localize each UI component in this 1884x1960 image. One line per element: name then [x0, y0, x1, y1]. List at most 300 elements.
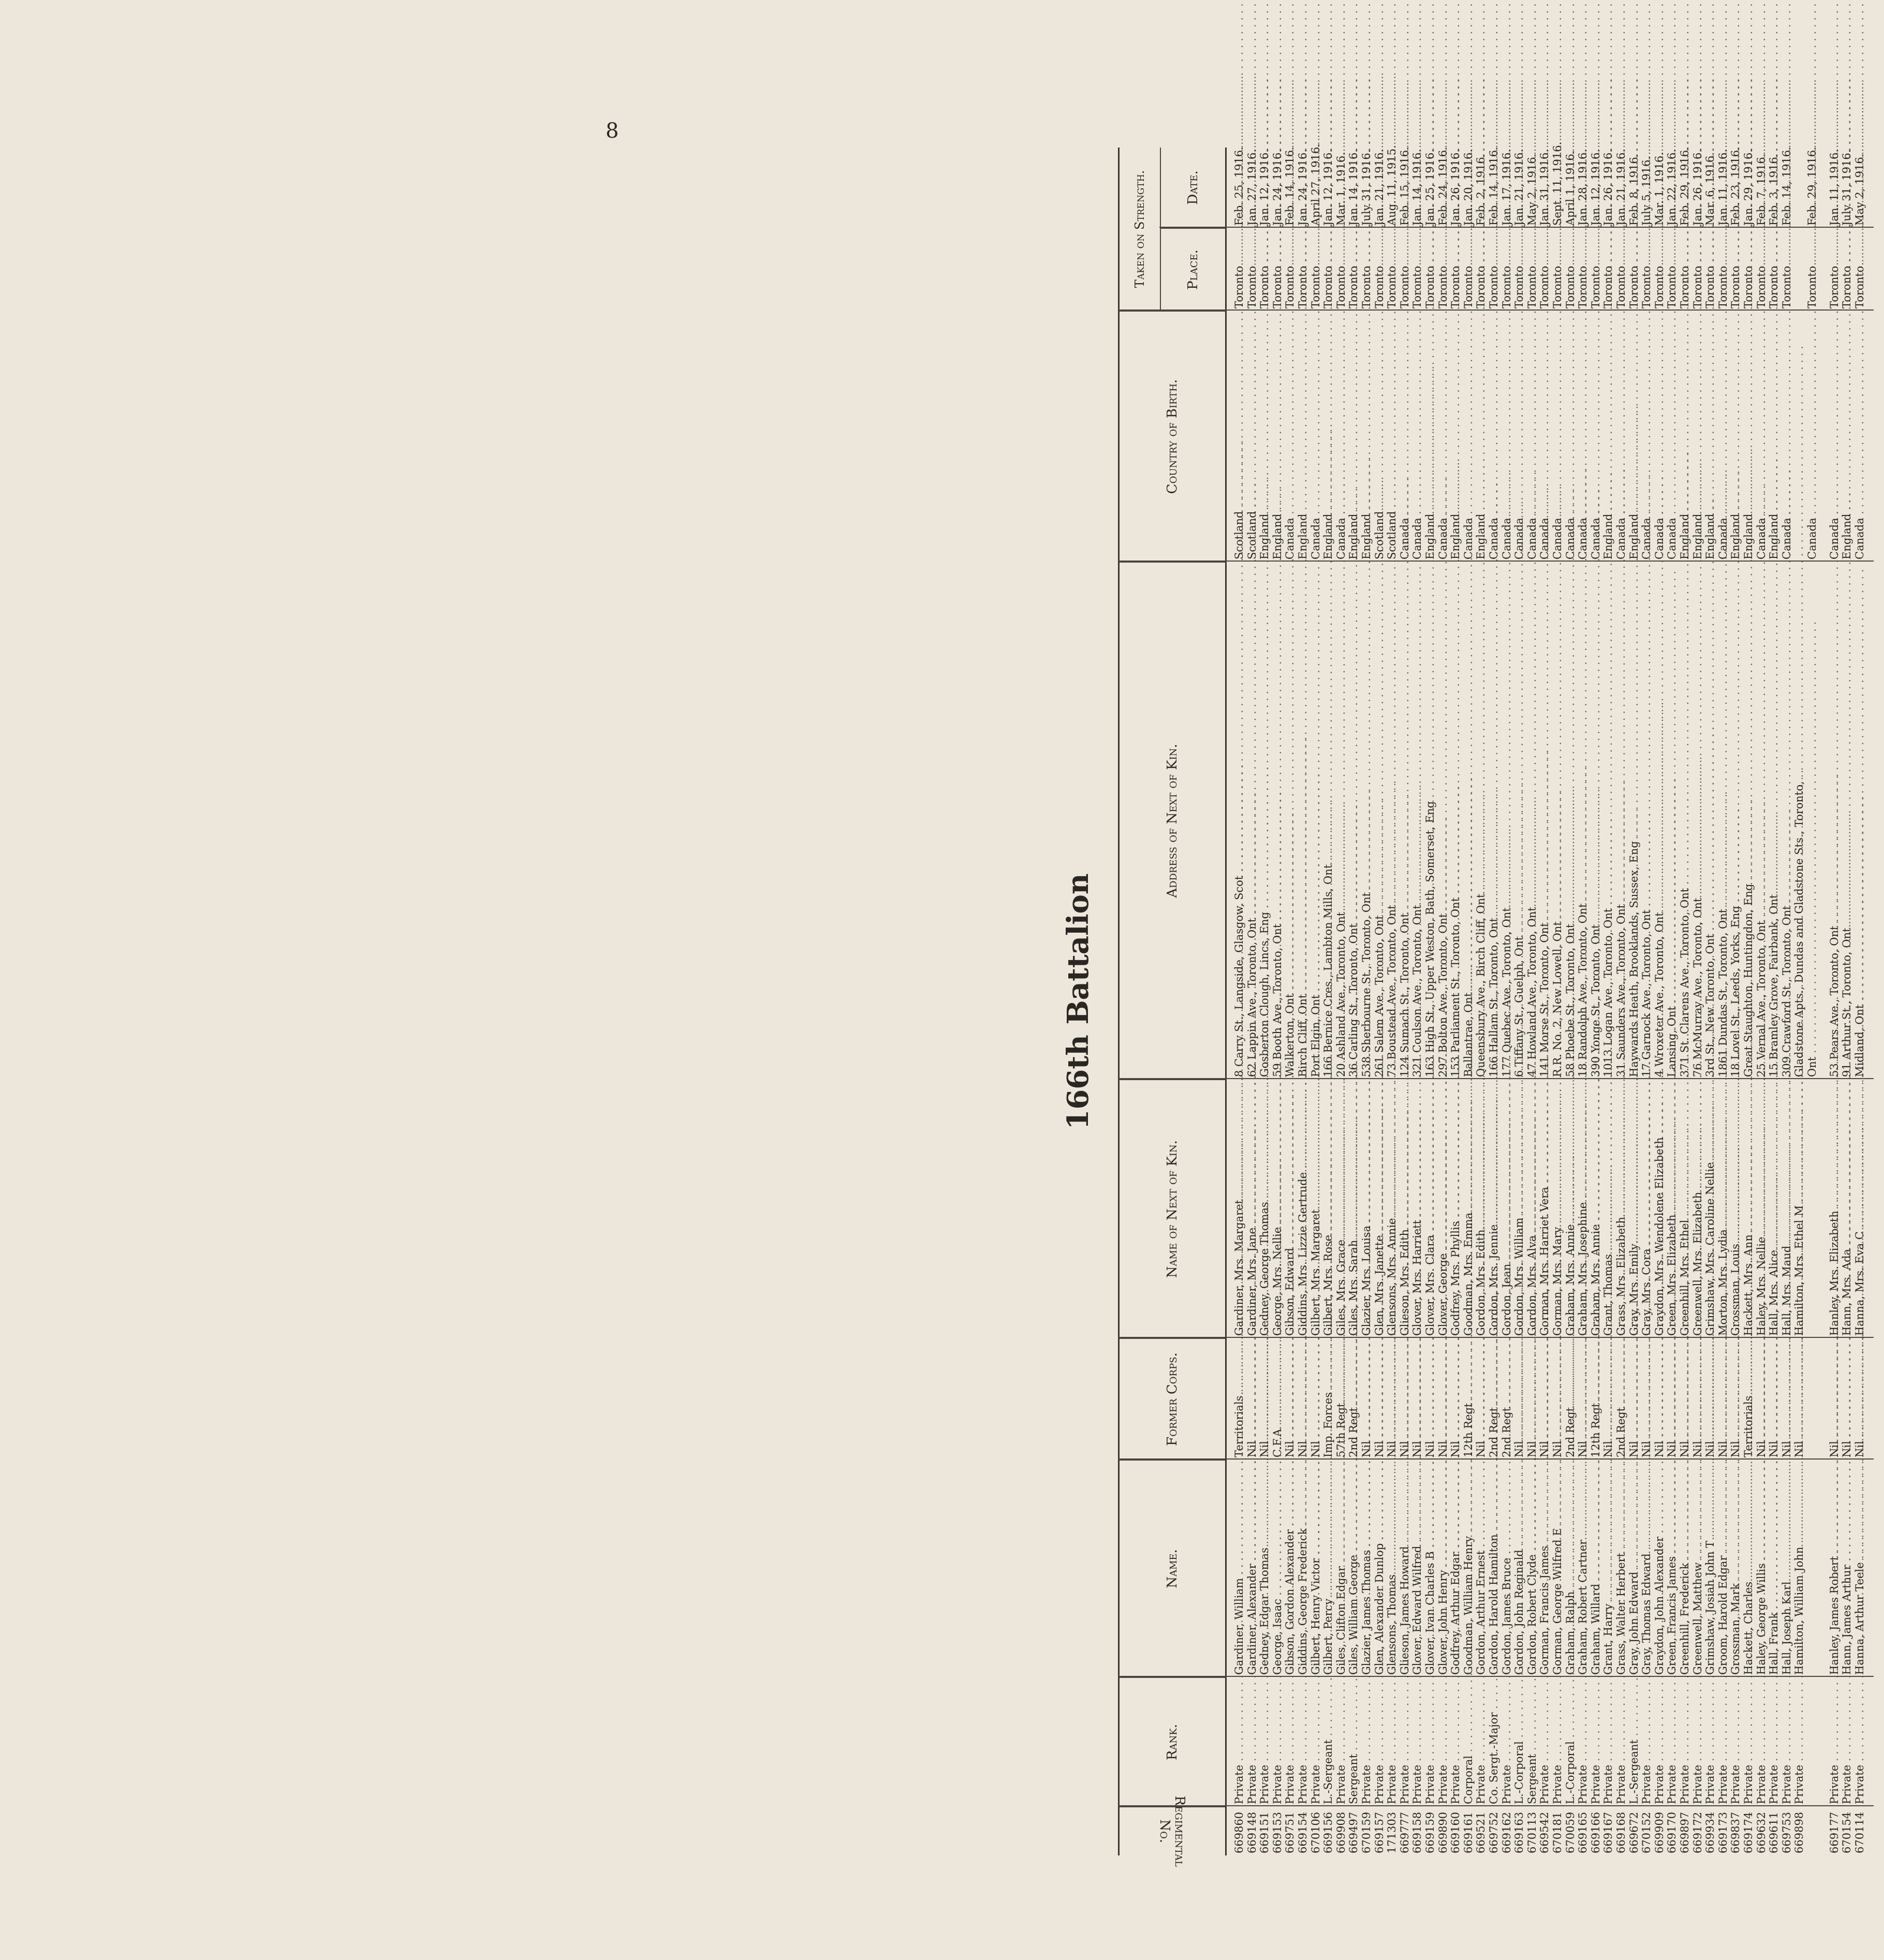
country-cell: Canada . . .	[1462, 311, 1475, 562]
name-cell: Gray, Thomas Edward . . .	[1640, 1460, 1653, 1677]
rank-cell: Private . . .	[1233, 1677, 1246, 1806]
table-row	[1500, 148, 1513, 1855]
header-regimental-no	[1120, 1795, 1225, 1867]
date-cell: Feb. 15, 1916.	[1398, 146, 1411, 226]
country-cell: Canada . . .	[1335, 311, 1348, 562]
former-corps-cell: Nil . . .	[1513, 1338, 1526, 1460]
country-cell: Canada . . .	[1853, 311, 1866, 562]
table-row	[1335, 148, 1348, 1855]
place-cell: Toronto . . .	[1653, 228, 1666, 311]
header-address: Address of Next of Kin.	[1120, 562, 1225, 1079]
header-date: Date.	[1185, 170, 1201, 205]
place-cell: Toronto . . .	[1806, 228, 1819, 311]
name-cell: Glensons, Thomas . . .	[1386, 1460, 1399, 1677]
regimental-no-cell: 669161	[1462, 1811, 1475, 1853]
address-cell: 321 Coulson Ave., Toronto, Ont . . .	[1411, 562, 1424, 1079]
country-cell: England . . .	[1271, 311, 1284, 562]
regimental-no-cell: 669173	[1716, 1811, 1729, 1853]
date-cell: Jan. 12, 1916.	[1322, 149, 1335, 226]
address-cell: 141 Morse St., Toronto, Ont . . .	[1538, 562, 1551, 1079]
column-divider	[1118, 310, 1874, 311]
country-cell: England . . .	[1347, 311, 1360, 562]
country-cell: Canada . . .	[1411, 311, 1424, 562]
place-cell: Toronto . . .	[1335, 228, 1348, 311]
place-cell: Toronto . . .	[1449, 228, 1462, 311]
date-cell: Mar. 6, 1916.	[1704, 152, 1717, 226]
regimental-no-cell: 669172	[1691, 1811, 1704, 1853]
regimental-no-cell: 669159	[1424, 1811, 1436, 1853]
rank-cell: Private . . .	[1768, 1677, 1780, 1806]
date-cell: Feb. 7, 1916.	[1755, 153, 1768, 226]
country-cell: Canada . . .	[1284, 311, 1297, 562]
address-cell: 53 Pears Ave., Toronto, Ont . . .	[1828, 562, 1841, 1079]
regimental-no-cell: 669908	[1334, 1811, 1347, 1853]
page-number: 8	[606, 119, 619, 143]
address-cell: 1013 Logan Ave., Toronto, Ont . . .	[1602, 562, 1615, 1079]
rank-cell: Private . . .	[1246, 1677, 1259, 1806]
former-corps-cell: Nil . . .	[1284, 1338, 1297, 1460]
country-cell: England . . .	[1449, 311, 1462, 562]
regimental-no-cell: 669165	[1577, 1811, 1589, 1853]
place-cell: Toronto . . .	[1271, 228, 1284, 311]
former-corps-cell: Nil . . .	[1729, 1338, 1742, 1460]
name-cell: Hackett, Charles . . .	[1742, 1460, 1755, 1677]
regimental-no-cell: 669166	[1589, 1811, 1602, 1853]
next-of-kin-cell: Grimshaw, Mrs. Caroline Nellie . . .	[1704, 1079, 1717, 1338]
name-cell: Grant, Harry . . .	[1602, 1460, 1615, 1677]
country-cell: Canada . . .	[1780, 311, 1793, 562]
table-row	[1386, 145, 1399, 1855]
former-corps-cell: Nil . . .	[1577, 1338, 1589, 1460]
country-cell: Scotland . . .	[1246, 311, 1259, 562]
date-cell: Sept. 11, 1916.	[1551, 141, 1564, 226]
country-cell: Canada . . .	[1577, 311, 1589, 562]
date-cell: July 31, 1916.	[1360, 149, 1373, 226]
address-cell: R.R. No. 2, New Lowell, Ont . . .	[1551, 562, 1564, 1079]
place-cell: Toronto . . .	[1564, 228, 1577, 311]
table-row	[1615, 148, 1628, 1855]
next-of-kin-cell: Graham, Mrs. Annie . . .	[1564, 1079, 1577, 1338]
rank-cell: Private . . .	[1309, 1677, 1322, 1806]
date-cell: Feb. 29, 1916.	[1806, 146, 1818, 226]
address-cell: 309 Crawford St., Toronto, Ont . . .	[1780, 562, 1793, 1079]
former-corps-cell: Nil . . .	[1538, 1338, 1551, 1460]
name-cell: Gardiner, Alexander . . .	[1246, 1460, 1259, 1677]
address-cell: 6 Tiffany St., Guelph, Ont . . .	[1513, 562, 1526, 1079]
country-cell: Canada . . .	[1309, 311, 1322, 562]
address-cell: Lansing, Ont . . .	[1666, 562, 1679, 1079]
date-cell: Jan. 26, 1916.	[1449, 149, 1462, 226]
place-cell: Toronto . . .	[1360, 228, 1373, 311]
name-cell: Groom, Harold Edgar . . .	[1717, 1460, 1730, 1677]
regimental-no-cell: 669151	[1258, 1811, 1271, 1853]
next-of-kin-cell	[1806, 1079, 1819, 1338]
name-cell: Glazier, James Thomas . . .	[1360, 1460, 1373, 1677]
table-row	[1437, 148, 1450, 1855]
name-cell: Gordon, Harold Hamilton . . .	[1488, 1460, 1500, 1677]
regimental-no-cell: 669632	[1755, 1811, 1768, 1853]
country-cell: England . . .	[1628, 311, 1641, 562]
country-cell: Canada . . .	[1437, 311, 1450, 562]
regimental-no-cell: 669934	[1704, 1811, 1717, 1853]
name-cell: Gibson, Gordon Alexander . . .	[1284, 1460, 1297, 1677]
country-cell: England . . .	[1475, 311, 1488, 562]
place-cell: Toronto . . .	[1424, 228, 1437, 311]
column-divider	[1118, 1458, 1874, 1460]
rank-cell: Private . . .	[1729, 1677, 1742, 1806]
former-corps-cell: Imp. Forces . . .	[1322, 1338, 1335, 1460]
date-cell: Mar. 1, 1916.	[1334, 152, 1347, 226]
regimental-no-cell: 669157	[1373, 1811, 1386, 1853]
name-cell: Glover, Edward Wilfred . . .	[1411, 1460, 1424, 1677]
rank-cell: Private . . .	[1475, 1677, 1488, 1806]
country-cell: England . . .	[1297, 311, 1309, 562]
next-of-kin-cell: Gordon, Mrs. Edith . . .	[1475, 1079, 1488, 1338]
former-corps-cell: Nil . . .	[1360, 1338, 1373, 1460]
table-row	[1589, 148, 1602, 1855]
address-cell: 20 Ashland Ave., Toronto, Ont . . .	[1335, 562, 1348, 1079]
country-cell: England . . .	[1704, 311, 1717, 562]
rank-cell: Private . . .	[1386, 1677, 1399, 1806]
address-cell: 166 Hallam St., Toronto, Ont . . .	[1488, 562, 1500, 1079]
rank-cell: Private . . .	[1691, 1677, 1704, 1806]
country-cell: England . . .	[1258, 311, 1271, 562]
rank-cell: Private . . .	[1755, 1677, 1768, 1806]
former-corps-cell: Nil . . .	[1793, 1338, 1806, 1460]
address-cell: Walkerton, Ont . . .	[1284, 562, 1297, 1079]
place-cell: Toronto . . .	[1841, 228, 1853, 311]
place-cell: Toronto . . .	[1538, 228, 1551, 311]
name-cell: Graham, Ralph . . .	[1564, 1460, 1577, 1677]
rank-cell: Corporal . . .	[1462, 1677, 1475, 1806]
address-cell: 538 Sherbourne St., Toronto, Ont . . .	[1360, 562, 1373, 1079]
place-cell: Toronto . . .	[1399, 228, 1411, 311]
name-cell: Hann, James Arthur . . .	[1841, 1460, 1853, 1677]
regimental-no-cell: 670159	[1360, 1811, 1373, 1853]
name-cell: Greenhill, Frederick . . .	[1679, 1460, 1691, 1677]
former-corps-cell: Nil . . .	[1246, 1338, 1259, 1460]
table-header	[1118, 148, 1227, 1867]
former-corps-cell: Nil . . .	[1526, 1338, 1539, 1460]
address-cell: 25 Vernal Ave., Toronto, Ont . . .	[1755, 562, 1768, 1079]
place-cell: Toronto . . .	[1246, 228, 1259, 311]
country-cell: Canada . . .	[1513, 311, 1526, 562]
rank-cell: Private . . .	[1424, 1677, 1437, 1806]
address-cell: 8 Carry St., Langside, Glasgow, Scot . . .	[1233, 562, 1246, 1079]
table-row	[1449, 148, 1462, 1855]
name-cell: Graydon, John Alexander . . .	[1653, 1460, 1666, 1677]
next-of-kin-cell: Giddins, Mrs. Lizzie Gertrude . . .	[1297, 1079, 1309, 1338]
place-cell: Toronto . . .	[1233, 228, 1246, 311]
column-divider	[1118, 1805, 1874, 1806]
header-name: Name.	[1120, 1460, 1225, 1677]
next-of-kin-cell: Glazier, Mrs. Louisa . . .	[1360, 1079, 1373, 1338]
date-cell: Feb. 29, 1916.	[1679, 146, 1691, 226]
place-cell: Toronto . . .	[1742, 228, 1755, 311]
next-of-kin-cell: Hanley, Mrs. Elizabeth . . .	[1828, 1079, 1841, 1338]
former-corps-cell: Nil . . .	[1704, 1338, 1717, 1460]
header-former-corps: Former Corps.	[1120, 1338, 1225, 1460]
table-row	[1411, 148, 1424, 1855]
column-divider	[1118, 1337, 1874, 1338]
name-cell: Giles, Clifton Edgar . . .	[1335, 1460, 1348, 1677]
country-cell: Canada . . .	[1717, 311, 1730, 562]
table-row	[1691, 148, 1704, 1855]
table-row	[1246, 148, 1259, 1855]
rank-cell: Private . . .	[1640, 1677, 1653, 1806]
address-cell: 124 Sumach St., Toronto, Ont . . .	[1399, 562, 1411, 1079]
date-cell: Jan. 21, 1916.	[1513, 149, 1526, 226]
next-of-kin-cell: Greenhill, Mrs. Ethel . . .	[1679, 1079, 1691, 1338]
date-cell: Feb. 23, 1916.	[1729, 146, 1742, 226]
date-cell: April 27, 1916.	[1309, 143, 1322, 226]
former-corps-cell: Nil . . .	[1841, 1338, 1853, 1460]
date-cell: Jan. 20, 1916.	[1462, 149, 1475, 226]
table-row	[1729, 148, 1742, 1855]
address-cell: 261 Salem Ave., Toronto, Ont . . .	[1373, 562, 1386, 1079]
address-cell: 15 Bramley Grove, Fairbank, Ont . . .	[1768, 562, 1780, 1079]
former-corps-cell: Nil . . .	[1653, 1338, 1666, 1460]
country-cell: Canada . . .	[1399, 311, 1411, 562]
address-cell: Port Elgin, Ont . . .	[1309, 562, 1322, 1079]
table-row	[1258, 148, 1271, 1855]
name-cell: Glen, Alexander Dunlop . . .	[1373, 1460, 1386, 1677]
table-row	[1841, 148, 1853, 1855]
regimental-no-cell: 669162	[1500, 1811, 1513, 1853]
former-corps-cell	[1806, 1338, 1819, 1460]
rank-cell: Private . . .	[1297, 1677, 1309, 1806]
regimental-no-cell: 670114	[1853, 1811, 1866, 1853]
name-cell: Gorman, George Wilfred E . . .	[1551, 1460, 1564, 1677]
next-of-kin-cell: Godfrey, Mrs. Phyllis . . .	[1449, 1079, 1462, 1338]
next-of-kin-cell: Hanna, Mrs. Eva C . . .	[1853, 1079, 1866, 1338]
date-cell: Feb. 25, 1916.	[1233, 146, 1245, 226]
table-row	[1742, 148, 1755, 1855]
next-of-kin-cell: Green, Mrs. Elizabeth . . .	[1666, 1079, 1679, 1338]
address-cell: 58 Phoebe St., Toronto, Ont . . .	[1564, 562, 1577, 1079]
next-of-kin-cell: Graham, Mrs. Josephine . . .	[1577, 1079, 1589, 1338]
table-row	[1475, 148, 1488, 1855]
rank-cell: Private . . .	[1271, 1677, 1284, 1806]
place-cell: Toronto . . .	[1780, 228, 1793, 311]
rank-cell: Private . . .	[1335, 1677, 1348, 1806]
regimental-no-cell: 669611	[1768, 1811, 1780, 1853]
date-cell: Jan. 26, 1916.	[1602, 149, 1615, 226]
former-corps-cell: Nil . . .	[1449, 1338, 1462, 1460]
place-cell: Toronto . . .	[1386, 228, 1399, 311]
table-row	[1322, 148, 1335, 1855]
rank-cell: Private . . .	[1437, 1677, 1450, 1806]
former-corps-cell: 12th Regt . . .	[1589, 1338, 1602, 1460]
regimental-no-cell: 669860	[1233, 1811, 1245, 1853]
regimental-no-cell: 669542	[1538, 1811, 1551, 1853]
regimental-no-cell: 669497	[1347, 1811, 1360, 1853]
place-cell: Toronto . . .	[1526, 228, 1539, 311]
former-corps-cell: 2nd Regt . . .	[1488, 1338, 1500, 1460]
former-corps-cell: 2nd Regt . . .	[1500, 1338, 1513, 1460]
header-next-of-kin: Name of Next of Kin.	[1120, 1079, 1225, 1338]
rank-cell: Private . . .	[1284, 1677, 1297, 1806]
name-cell: Hall, Frank . . .	[1768, 1460, 1780, 1677]
place-cell: Toronto . . .	[1551, 228, 1564, 311]
date-cell: Jan. 14, 1916.	[1411, 149, 1424, 226]
roster-table	[1118, 141, 1874, 1867]
table-row	[1806, 148, 1819, 1855]
next-of-kin-cell: George, Mrs. Nellie . . .	[1271, 1079, 1284, 1338]
table-row	[1793, 148, 1806, 1855]
rank-cell: Private . . .	[1717, 1677, 1730, 1806]
name-cell: Gordon, John Reginald . . .	[1513, 1460, 1526, 1677]
next-of-kin-cell: Giles, Mrs. Sarah . . .	[1347, 1079, 1360, 1338]
next-of-kin-cell: Grossman, Louis . . .	[1729, 1079, 1742, 1338]
next-of-kin-cell: Glensons, Mrs. Annie . . .	[1386, 1079, 1399, 1338]
regimental-no-cell: 669521	[1475, 1811, 1488, 1853]
former-corps-cell: Nil . . .	[1691, 1338, 1704, 1460]
next-of-kin-cell: Hall, Mrs. Alice . . .	[1768, 1079, 1780, 1338]
country-cell: Canada . . .	[1500, 311, 1513, 562]
address-cell: Queensbury Ave., Birch Cliff, Ont . . .	[1475, 562, 1488, 1079]
country-cell	[1793, 311, 1806, 562]
date-cell: Feb. 14, 1916.	[1284, 146, 1297, 226]
place-cell: Toronto . . .	[1373, 228, 1386, 311]
regimental-no-cell: 670059	[1564, 1811, 1577, 1853]
next-of-kin-cell: Gilbert, Mrs. Margaret . . .	[1309, 1079, 1322, 1338]
column-divider	[1118, 1078, 1874, 1079]
next-of-kin-cell: Gardiner, Mrs. Jane . . .	[1246, 1079, 1259, 1338]
place-cell: Toronto . . .	[1628, 228, 1641, 311]
name-cell: Gilbert, Percy . . .	[1322, 1460, 1335, 1677]
place-cell: Toronto . . .	[1488, 228, 1500, 311]
former-corps-cell: Nil . . .	[1666, 1338, 1679, 1460]
country-cell: Canada . . .	[1640, 311, 1653, 562]
place-cell: Toronto . . .	[1615, 228, 1628, 311]
country-cell: England . . .	[1691, 311, 1704, 562]
next-of-kin-cell: Glover, George . . .	[1437, 1079, 1450, 1338]
table-row	[1602, 148, 1615, 1855]
name-cell: Gray, John Edward . . .	[1628, 1460, 1641, 1677]
rank-cell: Private . . .	[1841, 1677, 1853, 1806]
address-cell: 177 Quebec Ave., Toronto, Ont . . .	[1500, 562, 1513, 1079]
name-cell: Graham, Robert Cartner . . .	[1577, 1460, 1589, 1677]
country-cell: Canada . . .	[1564, 311, 1577, 562]
address-cell: Midland, Ont . . .	[1853, 562, 1866, 1079]
table-row	[1853, 148, 1866, 1855]
name-cell: Hanna, Arthur Teele . . .	[1853, 1460, 1866, 1677]
former-corps-cell: Nil . . .	[1411, 1338, 1424, 1460]
former-corps-cell: Nil . . .	[1717, 1338, 1730, 1460]
former-corps-cell: Nil . . .	[1828, 1338, 1841, 1460]
next-of-kin-cell: Grant, Thomas . . .	[1602, 1079, 1615, 1338]
date-cell: Jan. 26, 1916.	[1691, 149, 1704, 226]
address-cell: 166 Bernice Cres., Lambton Mills, Ont . . .	[1322, 562, 1335, 1079]
country-cell: Scotland . . .	[1233, 311, 1246, 562]
table-row	[1526, 148, 1539, 1855]
former-corps-cell: Nil . . .	[1399, 1338, 1411, 1460]
header-regimental-no-label: Regimental No.	[1157, 1795, 1188, 1867]
former-corps-cell: Nil . . .	[1602, 1338, 1615, 1460]
date-cell: Jan. 27, 1916.	[1245, 149, 1258, 226]
rank-cell: Private . . .	[1373, 1677, 1386, 1806]
address-cell: 59 Booth Ave., Toronto, Ont . . .	[1271, 562, 1284, 1079]
column-divider	[1159, 227, 1874, 228]
former-corps-cell: Nil . . .	[1628, 1338, 1641, 1460]
rank-cell: Private . . .	[1704, 1677, 1717, 1806]
regimental-no-cell: 669777	[1398, 1811, 1411, 1853]
former-corps-cell: Nil . . .	[1386, 1338, 1399, 1460]
address-cell: 47 Howland Ave., Toronto, Ont . . .	[1526, 562, 1539, 1079]
rank-cell: Sergeant . . .	[1347, 1677, 1360, 1806]
table-row	[1462, 148, 1475, 1855]
former-corps-cell: 12th Regt . . .	[1462, 1338, 1475, 1460]
country-cell: England . . .	[1768, 311, 1780, 562]
date-cell: Feb. 24, 1916.	[1436, 146, 1449, 226]
place-cell: Toronto . . .	[1679, 228, 1691, 311]
date-cell: Feb. 3, 1916.	[1768, 153, 1780, 226]
regimental-no-cell: 669890	[1436, 1811, 1449, 1853]
place-cell: Toronto . . .	[1258, 228, 1271, 311]
regimental-no-cell: 669167	[1602, 1811, 1615, 1853]
address-cell: Gosberton Clough, Lincs, Eng . . .	[1258, 562, 1271, 1079]
next-of-kin-cell: Graydon, Mrs. Wendolene Elizabeth . . .	[1653, 1079, 1666, 1338]
place-cell: Toronto . . .	[1768, 228, 1780, 311]
date-cell	[1793, 148, 1806, 228]
address-cell: 18 Randolph Ave., Toronto, Ont . . .	[1577, 562, 1589, 1079]
former-corps-cell: C.F.A . . .	[1271, 1338, 1284, 1460]
regimental-no-cell: 669153	[1271, 1811, 1284, 1853]
place-cell: Toronto . . .	[1666, 228, 1679, 311]
table-row	[1679, 148, 1691, 1855]
country-cell: Canada . . .	[1806, 311, 1819, 562]
address-cell: 163 High St., Upper Weston, Bath, Somerset, Eng . . .	[1424, 562, 1437, 1079]
country-cell: Canada . . .	[1828, 311, 1841, 562]
name-cell: Hall, Joseph Karl . . .	[1780, 1460, 1793, 1677]
table-row	[1424, 148, 1437, 1855]
rank-cell: Private . . .	[1411, 1677, 1424, 1806]
date-cell: Jan. 11, 1916.	[1828, 149, 1841, 226]
regimental-no-cell: 669168	[1615, 1811, 1627, 1853]
country-cell: Canada . . .	[1653, 311, 1666, 562]
table-row	[1666, 148, 1679, 1855]
date-cell: May 2, 1916.	[1853, 153, 1866, 226]
table-row	[1360, 148, 1373, 1855]
address-cell: Ballantrae, Ont . . .	[1462, 562, 1475, 1079]
former-corps-cell: Nil . . .	[1297, 1338, 1309, 1460]
name-cell: Haley, George Willis . . .	[1755, 1460, 1768, 1677]
next-of-kin-cell: Hamilton, Mrs. Ethel M . . .	[1793, 1079, 1806, 1338]
table-row	[1488, 148, 1500, 1855]
date-cell: Jan. 24, 1916.	[1297, 149, 1309, 226]
table-row	[1577, 148, 1589, 1855]
date-cell: Jan. 14, 1916.	[1347, 149, 1360, 226]
roster-sheet	[1056, 141, 1884, 1867]
country-cell: England . . .	[1729, 311, 1742, 562]
next-of-kin-cell: Hackett, Mrs. Ann . . .	[1742, 1079, 1755, 1338]
address-cell: 76 McMurray Ave., Toronto, Ont . . .	[1691, 562, 1704, 1079]
place-cell: Toronto . . .	[1347, 228, 1360, 311]
rank-cell: Private . . .	[1500, 1677, 1513, 1806]
table-row	[1717, 148, 1730, 1855]
name-cell: Grossman, Mark . . .	[1729, 1460, 1742, 1677]
place-cell: Toronto . . .	[1828, 228, 1841, 311]
place-cell: Toronto . . .	[1411, 228, 1424, 311]
country-cell: Canada . . .	[1526, 311, 1539, 562]
table-row	[1780, 148, 1793, 1855]
rank-cell: Private . . .	[1666, 1677, 1679, 1806]
regimental-no-cell: 669154	[1297, 1811, 1309, 1853]
address-cell: 73 Boustead Ave., Toronto, Ont . . .	[1386, 562, 1399, 1079]
country-cell: England . . .	[1424, 311, 1437, 562]
table-row	[1828, 148, 1841, 1855]
